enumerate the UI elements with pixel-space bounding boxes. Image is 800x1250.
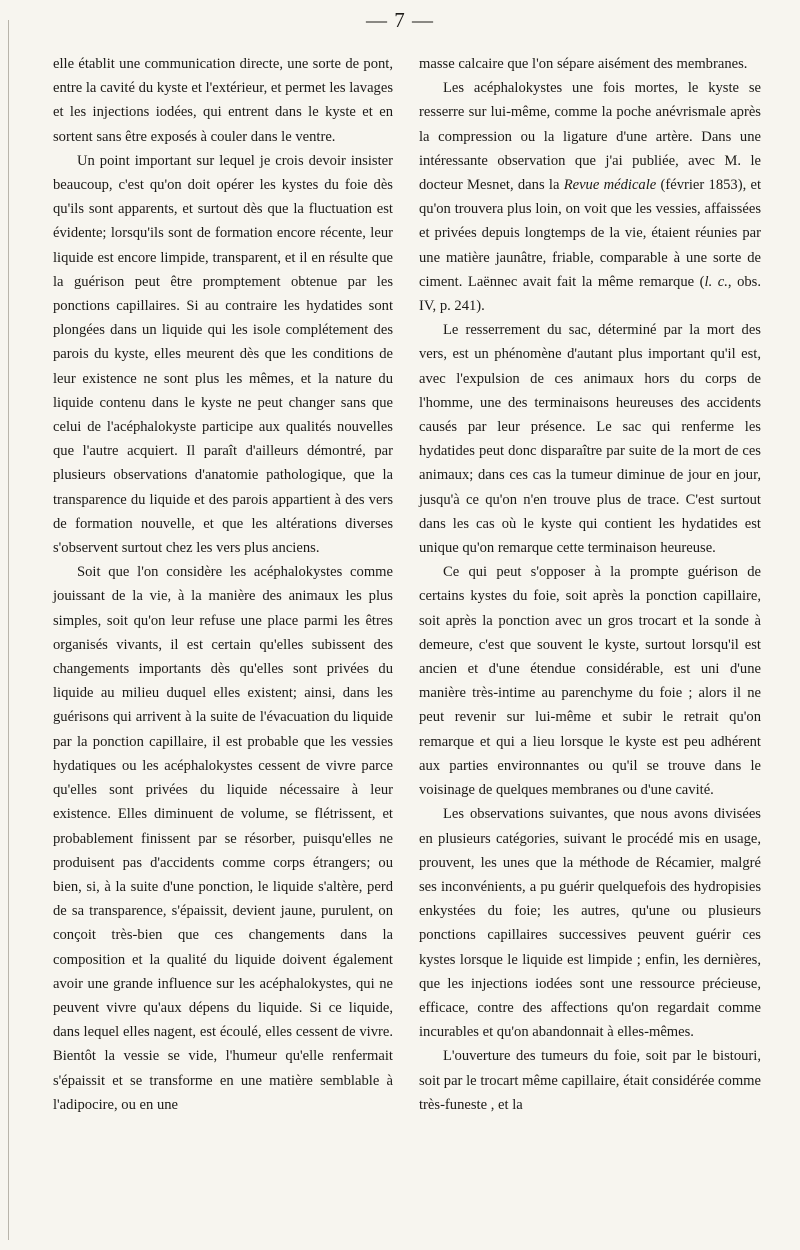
paragraph: Ce qui peut s'opposer à la prompte guérison de certains kystes du foie, soit après la ponction capillaire, soit après la ponction avec un gros trocart et la sonde à demeure, c'est que souvent le kyste, surtout lorsqu'il est ancien et d'une étendue considérable, est uni d'une manière très-intime au parenchyme du foie ; alors il ne peut revenir sur lui-même et subir le retrait qu'on remarque et qui a lieu lorsque le kyste est peu adhérent aux parties environnantes ou qu'il se trouve dans le voisinage de quelques membranes ou d'une cavité. bbox=[419, 564, 761, 799]
paragraph: L'ouverture des tumeurs du foie, soit par le bistouri, soit par le trocart même capillaire, était considérée comme très-funeste , et la bbox=[419, 1048, 761, 1113]
paragraph-with-citation bbox=[419, 76, 761, 318]
text-run: (février 1853), et qu'on trouvera plus loin, on voit que les vessies, affaissées et privées depuis longtemps de la vie, étaient réunies par une matière jaunâtre, friable, comparable à une sorte de ciment. Laënnec avait fait la même remarque ( bbox=[419, 177, 762, 290]
paragraph: elle établit une communication directe, une sorte de pont, entre la cavité du kyste et l'extérieur, et permet les lavages et les injections iodées, qui entrent dans le kyste et en sortent sans être exposés à couler dans le ventre. bbox=[53, 56, 393, 145]
paragraph: masse calcaire que l'on sépare aisément des membranes. bbox=[419, 56, 748, 72]
text-run: , obs. IV, p. 241). bbox=[419, 273, 761, 315]
paragraph: Les observations suivantes, que nous avons divisées en plusieurs catégories, suivant le procédé mis en usage, prouvent, les unes que la méthode de Récamier, malgré ses inconvénients, a pu guérir quelquefois des hydropisies enkystées du foie; les autres, qu'une ou plusieurs ponctions capillaires successives peuvent guérir ces kystes lorsque le liquide est limpide ; enfin, les dernières, que les injections iodées sont une ressource précieuse, efficace, contre des affections qu'on regardait comme incurables et qu'on abandonnait à elles-mêmes. bbox=[419, 806, 761, 1041]
text-run: Les acéphalokystes une fois mortes, le kyste se resserre sur lui-même, comme la poche anévrismale après la compression ou la ligature d'une artère. Dans une intéressante observation que j'ai publiée, avec M. le docteur Mesnet, dans la bbox=[419, 80, 761, 194]
left-column bbox=[53, 52, 393, 1117]
right-column bbox=[419, 52, 761, 1117]
page-edge-line bbox=[8, 20, 9, 1240]
reference-abbrev: l. c. bbox=[704, 273, 728, 290]
journal-title: Revue médicale bbox=[563, 177, 657, 194]
paragraph: Soit que l'on considère les acéphalokystes comme jouissant de la vie, à la manière des animaux les plus simples, soit qu'on leur refuse une place parmi les êtres organisés vivants, il est certain qu'elles subissent des changements importants dès qu'elles sont privées du liquide au milieu duquel elles existent; ainsi, dans les guérisons qui arrivent à la suite de l'évacuation du liquide par la ponction capillaire, il est probable que les vessies hydatiques ou les acéphalokystes cessent de vivre parce qu'elles sont privées du liquide nécessaire à leur existence. Elles diminuent de volume, se flétrissent, et probablement finissent par se résorber, puisqu'elles ne produisent pas d'accidents comme corps étrangers; ou bien, si, à la suite d'une ponction, le liquide s'altère, perd de sa transparence, s'épaissit, devient jaune, purulent, on conçoit très-bien que ces changements dans la composition et la qualité du liquide doivent également avoir une grande influence sur les acéphalokystes, qui ne peuvent vivre qu'aux dépens du liquide. Si ce liquide, dans lequel elles nagent, est écoulé, elles cessent de vivre. Bientôt la vessie se vide, l'humeur qu'elle renfermait s'épaissit et se transforme en une matière semblable à l'adipocire, ou en une bbox=[53, 564, 393, 1113]
page-number: — 7 — bbox=[366, 8, 434, 32]
paragraph: Un point important sur lequel je crois devoir insister beaucoup, c'est qu'on doit opérer les kystes du foie dès qu'ils sont apparents, et surtout dès que la fluctuation est évidente; lorsqu'ils sont de formation encore récente, leur liquide est encore limpide, transparent, et il en résulte que la guérison peut être promptement obtenue par les ponctions capillaires. Si au contraire les hydatides sont plongées dans un liquide qui les isole complétement des parois du kyste, elles meurent dès que les conditions de leur existence ne sont plus les mêmes, et la nature du liquide contenu dans le kyste ne peut changer sans que celui de l'acéphalokyste participe aux qualités nouvelles que l'autre acquiert. Il paraît d'ailleurs démontré, par plusieurs observations d'anatomie pathologique, que la transparence du liquide et des parois appartient à des vers de formation nouvelle, et que les altérations diverses s'observent surtout chez les vers plus anciens. bbox=[53, 152, 393, 557]
paragraph: Le resserrement du sac, déterminé par la mort des vers, est un phénomène d'autant plus important qu'il est, avec l'expulsion de ces animaux hors du corps de l'homme, une des terminaisons heureuses des accidents causés par leur présence. Le sac qui renferme les hydatides peut donc disparaître par suite de la mort de ces animaux; dans ces cas la tumeur diminue de jour en jour, jusqu'à ce qu'on n'en trouve plus de trace. C'est surtout dans les cas où le kyste qui contient les hydatides est unique qu'on remarque cette terminaison heureuse. bbox=[419, 322, 761, 557]
